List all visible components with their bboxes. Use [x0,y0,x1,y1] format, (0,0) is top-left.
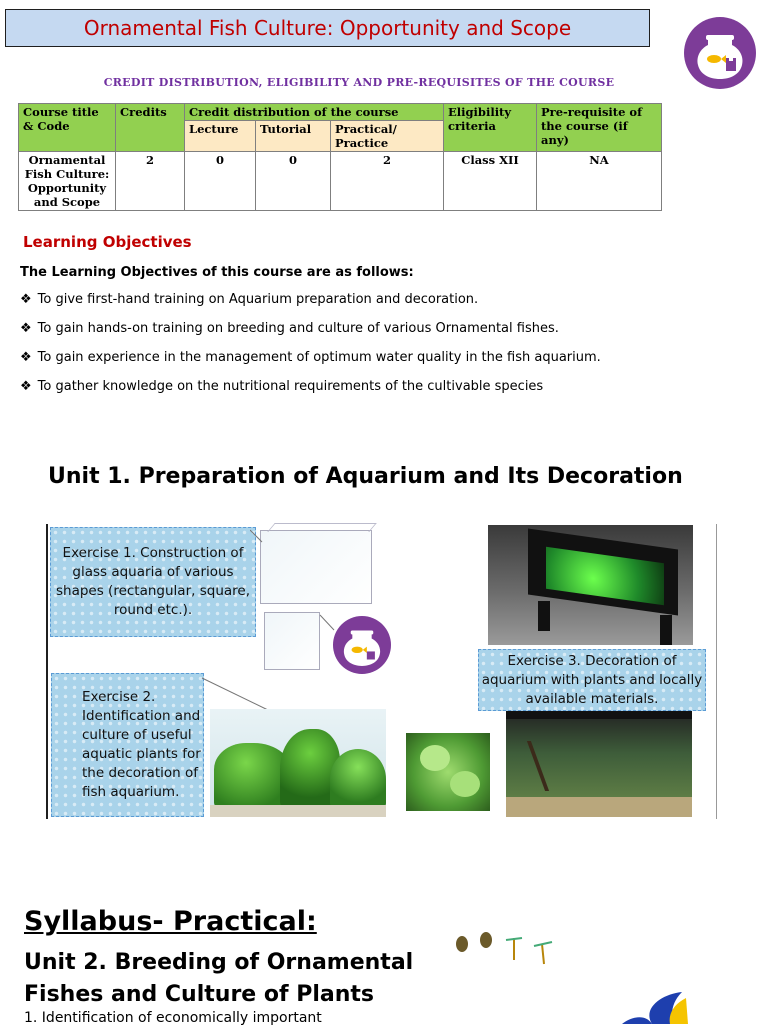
learning-objectives-heading: Learning Objectives [23,233,192,251]
exercise2-text: Exercise 2. Identification and culture of useful aquatic plants for the decoration of fish aquarium. [82,689,201,800]
learning-objectives-intro: The Learning Objectives of this course are as follows: [20,265,414,280]
exercise3-box [478,649,706,711]
page-title-banner [5,9,650,47]
bullet-diamond-icon: ❖ [20,321,32,336]
cell-course-title: Ornamental Fish Culture: Opportunity and Scope [19,152,116,211]
cell-lecture: 0 [185,152,256,211]
aquascape-plants-photo [210,709,386,817]
exercise1-text: Exercise 1. Construction of glass aquaria of various shapes (rectangular, square, round etc.). [56,545,250,618]
fishbowl-logo-icon [333,616,391,674]
bullet-diamond-icon: ❖ [20,292,32,307]
bullet-diamond-icon: ❖ [20,379,32,394]
list-item [20,379,543,394]
cell-tutorial: 0 [256,152,331,211]
header-course-title: Course title & Code [19,104,116,152]
unit2-title: Unit 2. Breeding of Ornamental Fishes and Culture of Plants [24,950,414,1007]
header-prerequisite: Pre-requisite of the course (if any) [537,104,662,152]
brine-shrimp-decoration [452,928,562,968]
exercise2-box [51,673,204,817]
figure-border-right [716,524,717,819]
figure-border-left [46,524,48,819]
objective-text: To gain hands-on training on breeding and culture of various Ornamental fishes. [37,321,559,336]
table-row [19,152,662,211]
page-title: Ornamental Fish Culture: Opportunity and Scope [83,16,572,40]
course-credit-table [18,103,662,211]
exercise3-text: Exercise 3. Decoration of aquarium with plants and locally available materials. [481,652,703,707]
bullet-diamond-icon: ❖ [20,350,32,365]
angelfish-decoration [612,988,712,1024]
objective-text: To give first-hand training on Aquarium preparation and decoration. [37,292,479,307]
syllabus-title: Syllabus- Practical: [24,906,317,937]
water-lettuce-photo [406,733,490,811]
planted-aquarium-photo [506,711,692,817]
cell-prerequisite: NA [537,152,662,211]
syllabus-item: 1. Identification of economically important [24,1010,322,1026]
header-practical: Practical/ Practice [331,121,444,152]
cell-credits: 2 [116,152,185,211]
list-item [20,292,478,307]
decorated-aquarium-photo [488,525,693,645]
unit1-title: Unit 1. Preparation of Aquarium and Its Decoration [48,464,683,489]
header-credit-distribution: Credit distribution of the course [185,104,444,121]
header-tutorial: Tutorial [256,121,331,152]
exercise1-box [50,527,256,637]
header-credits: Credits [116,104,185,152]
objective-text: To gather knowledge on the nutritional requirements of the cultivable species [37,379,544,394]
cell-eligibility: Class XII [444,152,537,211]
header-lecture: Lecture [185,121,256,152]
list-item [20,321,559,336]
cell-practical: 2 [331,152,444,211]
credit-distribution-heading: CREDIT DISTRIBUTION, ELIGIBILITY AND PRE-REQUISITES OF THE COURSE [103,76,615,89]
objective-text: To gain experience in the management of optimum water quality in the fish aquarium. [37,350,601,365]
list-item [20,350,601,365]
header-eligibility: Eligibility criteria [444,104,537,152]
